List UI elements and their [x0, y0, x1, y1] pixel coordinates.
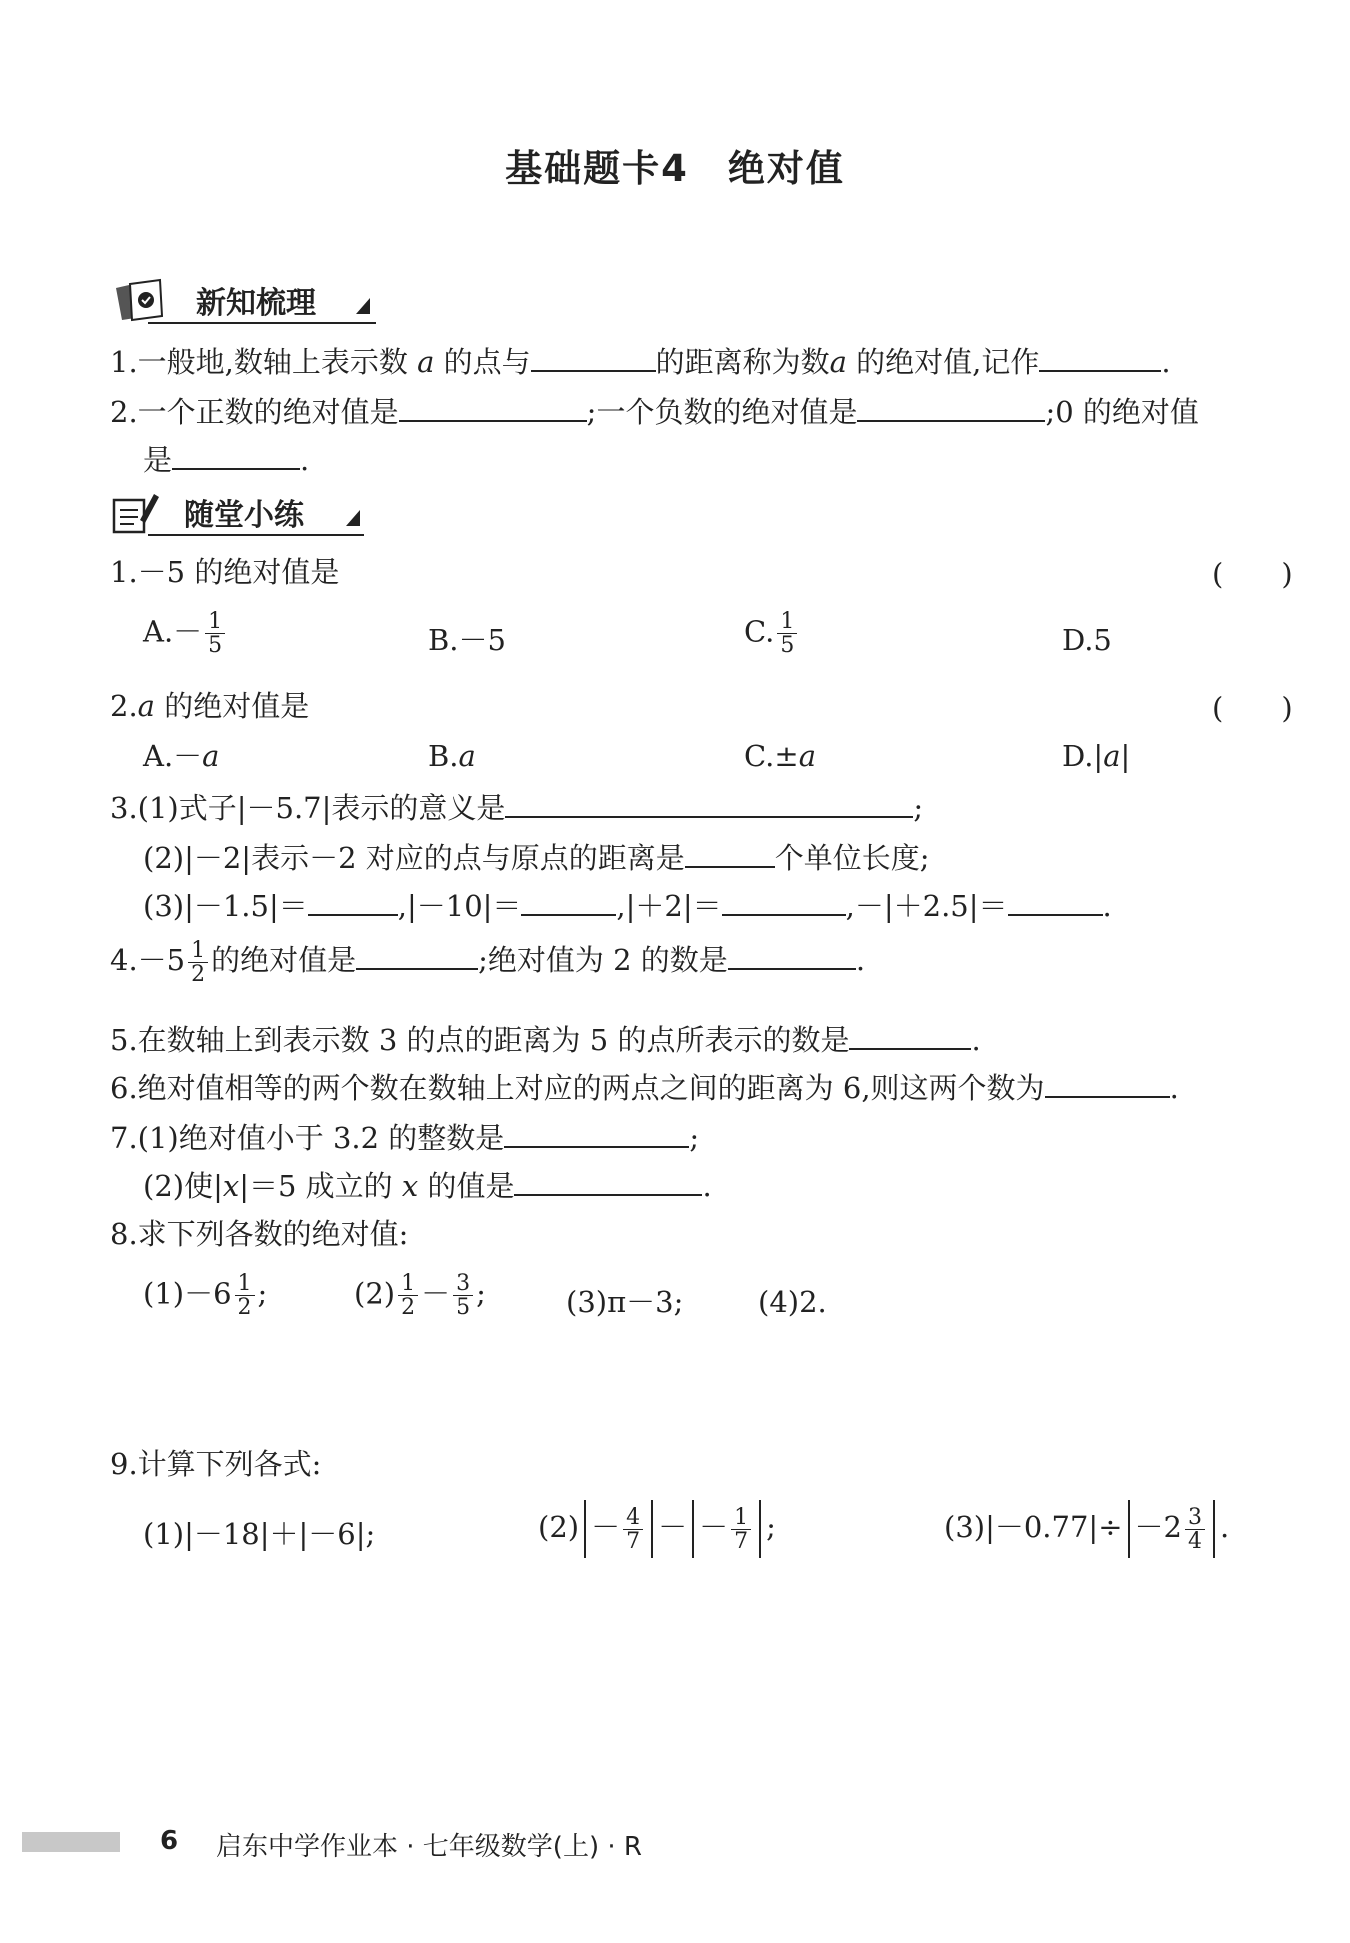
answer-blank[interactable] [857, 390, 1045, 422]
section-heading-practice: 随堂小练 [184, 498, 304, 533]
footer-decoration-bar [22, 1832, 120, 1852]
q1-answer-paren[interactable]: ( ) [1212, 557, 1293, 591]
answer-blank[interactable] [685, 836, 775, 868]
section-heading-new-knowledge: 新知梳理 [196, 286, 316, 321]
answer-blank[interactable] [1008, 884, 1103, 916]
s1-q1: 1.一般地,数轴上表示数 a 的点与 的距离称为数a 的绝对值,记作 . [110, 340, 1171, 382]
s1-q2: 2.一个正数的绝对值是 ;一个负数的绝对值是 ;0 的绝对值 [110, 390, 1199, 432]
q1-option-d[interactable]: D.5 [1062, 623, 1112, 657]
answer-blank[interactable] [514, 1164, 702, 1196]
q2-option-a[interactable]: A.－a [143, 739, 220, 773]
answer-blank[interactable] [356, 938, 478, 970]
answer-blank[interactable] [172, 438, 300, 470]
q8-part1: (1)－6 $\frac{1}{2}$ ; [143, 1271, 268, 1320]
section-underline [148, 322, 376, 324]
footer-book-title: 启东中学作业本 · 七年级数学(上) · R [216, 1832, 642, 1862]
corner-triangle [346, 510, 360, 526]
answer-blank[interactable] [308, 884, 398, 916]
s1-q2-cont: 是 . [143, 438, 309, 480]
q4: 4.－5 $\frac{1}{2}$ 的绝对值是 ;绝对值为 2 的数是 . [110, 937, 866, 987]
section-underline [148, 534, 364, 536]
q9-part2: (2) － $\frac{4}{7}$ － － $\frac{1}{7}$ ; [538, 1500, 776, 1558]
q2-answer-paren[interactable]: ( ) [1212, 691, 1293, 725]
q9-stem: 9.计算下列各式: [110, 1447, 322, 1481]
page-title: 基础题卡4 绝对值 [505, 147, 845, 190]
q1-option-b[interactable]: B.－5 [428, 623, 506, 657]
corner-triangle [356, 298, 370, 314]
answer-blank[interactable] [531, 340, 656, 372]
q1-option-a[interactable]: A.－ $\frac{1}{5}$ [143, 610, 228, 657]
q3-part2: (2)|－2|表示－2 对应的点与原点的距离是 个单位长度; [143, 836, 930, 878]
q8-stem: 8.求下列各数的绝对值: [110, 1217, 409, 1251]
q2-option-b[interactable]: B.a [428, 739, 476, 773]
answer-blank[interactable] [1045, 1066, 1170, 1098]
q7-part1: 7.(1)绝对值小于 3.2 的整数是 ; [110, 1116, 699, 1158]
q9-part1: (1)|－18|＋|－6|; [143, 1517, 376, 1551]
q2-option-d[interactable]: D.|a| [1062, 739, 1131, 773]
q3-part3: (3)|－1.5|＝ ,|－10|＝ ,|＋2|＝ ,－|＋2.5|＝ . [143, 884, 1112, 926]
answer-blank[interactable] [849, 1018, 971, 1050]
answer-blank[interactable] [1039, 340, 1161, 372]
q5: 5.在数轴上到表示数 3 的点的距离为 5 的点所表示的数是 . [110, 1018, 981, 1060]
q6: 6.绝对值相等的两个数在数轴上对应的两点之间的距离为 6,则这两个数为 . [110, 1066, 1179, 1108]
answer-blank[interactable] [399, 390, 587, 422]
q1-stem: 1.－5 的绝对值是 [110, 555, 340, 589]
q2-stem: 2.a 的绝对值是 [110, 689, 310, 723]
q8-part4: (4)2. [758, 1285, 827, 1319]
q3-part1: 3.(1)式子|－5.7|表示的意义是 ; [110, 786, 923, 828]
notebook-icon [112, 278, 168, 322]
q2-option-c[interactable]: C.±a [744, 739, 816, 773]
q8-part3: (3)π－3; [566, 1285, 684, 1319]
q7-part2: (2)使|x|＝5 成立的 x 的值是 . [143, 1164, 712, 1206]
pencil-paper-icon [110, 490, 160, 536]
answer-blank[interactable] [521, 884, 616, 916]
answer-blank[interactable] [728, 938, 856, 970]
q8-part2: (2) $\frac{1}{2}$ － $\frac{3}{5}$ ; [354, 1271, 486, 1320]
answer-blank[interactable] [505, 786, 913, 818]
answer-blank[interactable] [504, 1116, 689, 1148]
page-number: 6 [160, 1826, 179, 1856]
q9-part3: (3)|－0.77|÷ －2 $\frac{3}{4}$ . [944, 1500, 1229, 1558]
q1-option-c[interactable]: C. $\frac{1}{5}$ [744, 610, 800, 657]
answer-blank[interactable] [722, 884, 846, 916]
